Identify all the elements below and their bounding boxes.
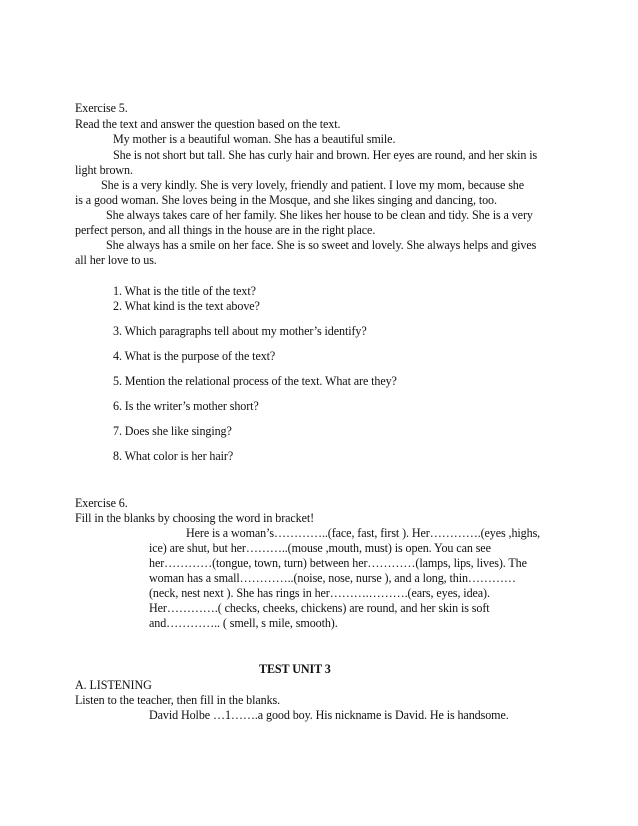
exercise-5-title: Exercise 5. [75,101,128,115]
paragraph-1: My mother is a beautiful woman. She has a beautiful smile. [113,132,396,146]
question-5: 5. Mention the relational process of the text. What are they? [113,374,397,388]
listening-heading: A. LISTENING [75,678,152,692]
test-unit-title: TEST UNIT 3 [259,662,331,676]
fill-blank-line-3: her…………(tongue, town, turn) between her…………(lamps, lips, lives). The [149,556,527,570]
exercise-6-title: Exercise 6. [75,496,128,510]
fill-blank-line-6: Her………….( checks, cheeks, chickens) are round, and her skin is soft [149,601,490,615]
fill-blank-line-4: woman has a small…………..(noise, nose, nurse ), and a long, thin………… [149,571,516,585]
fill-blank-line-7: and………….. ( smell, s mile, smooth). [149,616,338,630]
exercise-5-instruction: Read the text and answer the question based on the text. [75,117,341,131]
fill-blank-line-5: (neck, nest next ). She has rings in her……….……….(ears, eyes, idea). [149,586,490,600]
question-3: 3. Which paragraphs tell about my mother’s identify? [113,324,367,338]
fill-blank-line-2: ice) are shut, but her………..(mouse ,mouth, must) is open. You can see [149,541,491,555]
question-7: 7. Does she like singing? [113,424,232,438]
fill-blank-line-1: Here is a woman’s…………..(face, fast, first ). Her………….(eyes ,highs, [186,526,541,540]
question-8: 8. What color is her hair? [113,449,234,463]
paragraph-3-line-2: is a good woman. She loves being in the Mosque, and she likes singing and dancing, too. [75,193,497,207]
paragraph-4-line-1: She always takes care of her family. She likes her house to be clean and tidy. She is a very [106,208,533,222]
paragraph-2-line-2: light brown. [75,163,133,177]
question-6: 6. Is the writer’s mother short? [113,399,259,413]
listening-instruction: Listen to the teacher, then fill in the blanks. [75,693,281,707]
exercise-6-instruction: Fill in the blanks by choosing the word in bracket! [75,511,315,525]
paragraph-4-line-2: perfect person, and all things in the house are in the right place. [75,223,376,237]
question-4: 4. What is the purpose of the text? [113,349,276,363]
question-1: 1. What is the title of the text? [113,284,256,298]
question-2: 2. What kind is the text above? [113,299,260,313]
paragraph-2-line-1: She is not short but tall. She has curly hair and brown. Her eyes are round, and her skin is [113,148,538,162]
paragraph-5-line-2: all her love to us. [75,253,157,267]
paragraph-5-line-1: She always has a smile on her face. She is so sweet and lovely. She always helps and gives [106,238,537,252]
listening-line-1: David Holbe …1…….a good boy. His nickname is David. He is handsome. [149,708,509,722]
paragraph-3-line-1: She is a very kindly. She is very lovely, friendly and patient. I love my mom, because she [101,178,525,192]
